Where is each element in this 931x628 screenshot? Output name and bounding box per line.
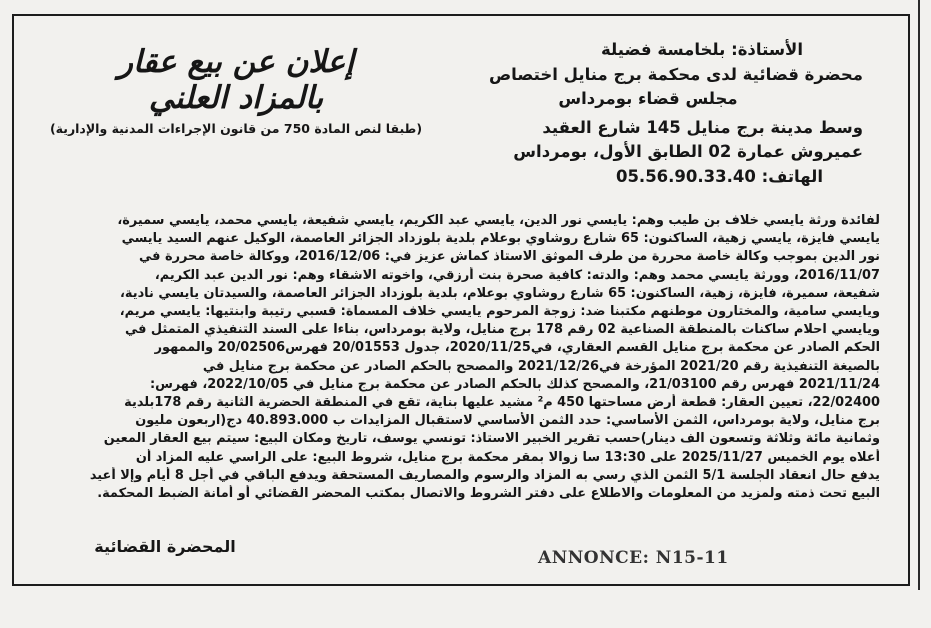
page-edge-line bbox=[918, 0, 920, 590]
address-line-2: عميروش عمارة 02 الطابق الأول، بومرداس bbox=[513, 142, 863, 161]
body-line: 22/02400، تعيين العقار: قطعة أرض مساحتها 450 م² مشيد عليها بناية، تقع في المنطقة الحضرية الثانية رقم 178بلدية bbox=[124, 395, 880, 411]
body-line: 2016/11/07، وورثة يايسي محمد وهم: والدته: كافية صحرة بنت أرزقي، واخوته الاشقاء وهم: نور الدين عبد الكريم، bbox=[154, 267, 880, 283]
body-line: 2021/11/24 فهرس رقم 21/03100، والمصحح كذلك بالحكم الصادر عن محكمة برج منايل في 2022/10/05، فهرس: bbox=[149, 376, 880, 392]
signature: المحضرة القضائية bbox=[94, 537, 236, 556]
announcement-heading bbox=[30, 44, 442, 137]
title-line-2: بالمزاد العلني bbox=[148, 80, 324, 116]
address-line-1: وسط مدينة برج منايل 145 شارع العقيد bbox=[542, 117, 863, 137]
body-line: شفيعة، سميرة، فايزة، زهية، الساكنون: 65 شارع روشاوي بوعلام، بلدية بلوزداد الجزائر العاصمة، والسيدتان يايسي نادية، bbox=[120, 285, 880, 301]
body-line: الحكم الصادر عن محكمة برج منايل القسم العقاري، في2020/11/25، جدول 20/01553 فهرس20/02506 والممهور bbox=[154, 340, 880, 356]
body-line: البيع تحت ذمته ولمزيد من المعلومات والاطلاع على دفتر الشروط والاتصال بمكتب المحضر القضائي أو أمانة الضبط المحكمة. bbox=[97, 486, 880, 502]
body-line: ويايسي سامية، والمختارون موطنهم مكتبنا ضد: زوجة المرحوم يايسي خلاف المسماة: قسبي رتيبة وابنتيها: يايسي مريم، bbox=[119, 304, 880, 320]
body-line: أعلاه يوم الخميس 2025/11/27 على 13:30 سا زوالا بمقر محكمة برج منايل، شروط البيع: على الراسي عليه المزاد أن bbox=[135, 449, 880, 465]
judicial-council: مجلس قضاء بومرداس bbox=[558, 89, 738, 108]
phone-number: الهاتف: 05.56.90.33.40 bbox=[615, 166, 823, 186]
body-line: يايسي فايزة، يايسي زهية، الساكنون: 65 شارع روشاوي بوعلام بلدية بلوزداد الجزائر العاصمة، الوكيل عنهم السيد يايسي bbox=[121, 231, 880, 247]
body-line: برج منايل، ولاية بومرداس، الثمن الأساسي: حدد الثمن الأساسي لاستقبال المزايدات ب 40.893.000 دج(اربعون مليون bbox=[135, 413, 880, 429]
annonce-number: ANNONCE: N15-11 bbox=[538, 548, 729, 568]
bailiff-role: محضرة قضائية لدى محكمة برج منايل اختصاص bbox=[488, 64, 863, 84]
legal-note: (طبقا لنص المادة 750 من قانون الإجراءات المدنية والإدارية) bbox=[49, 121, 423, 136]
body-line: يدفع حال انعقاد الجلسة 5/1 الثمن الذي رسي به المزاد والرسوم والمصاريف المستحقة ويدفع الباقي في أجل 8 أيام وإلا أعيد bbox=[89, 467, 880, 483]
title-line-1: إعلان عن بيع عقار bbox=[118, 44, 354, 80]
bailiff-office-block bbox=[433, 38, 863, 189]
bailiff-name: الأستاذة: بلخامسة فضيلة bbox=[601, 40, 803, 59]
announcement-body bbox=[30, 212, 880, 503]
body-line: نور الدين بموجب وكالة خاصة محررة من طرف الموثق الاستاذ كماش عزيز في: 2016/12/06، ووكالة خاصة محررة في bbox=[139, 249, 880, 265]
body-line: بالصيغة التنفيذية رقم 2021/20 المؤرخة في2021/12/26 والمصحح بالحكم الصادر عن محكمة برج منايل في bbox=[202, 358, 880, 374]
body-line: لفائدة ورثة يايسي خلاف بن طيب وهم: يايسي نور الدين، يايسي عبد الكريم، يايسي شفيعة، يايسي محمد، يايسي سميرة، bbox=[117, 213, 880, 228]
body-line: وثمانية مائة وثلاثة وتسعون الف دينار)حسب تقرير الخبير الاستاذ: تونسي يوسف، تاريخ ومكان البيع: سيتم بيع العقار المعين bbox=[103, 431, 880, 447]
body-line: ويايسي احلام ساكنات بالمنطقة الصناعية 02 رقم 178 برج منايل، ولاية بومرداس، بناءا على السند التنفيذي المتمثل في bbox=[124, 322, 880, 338]
